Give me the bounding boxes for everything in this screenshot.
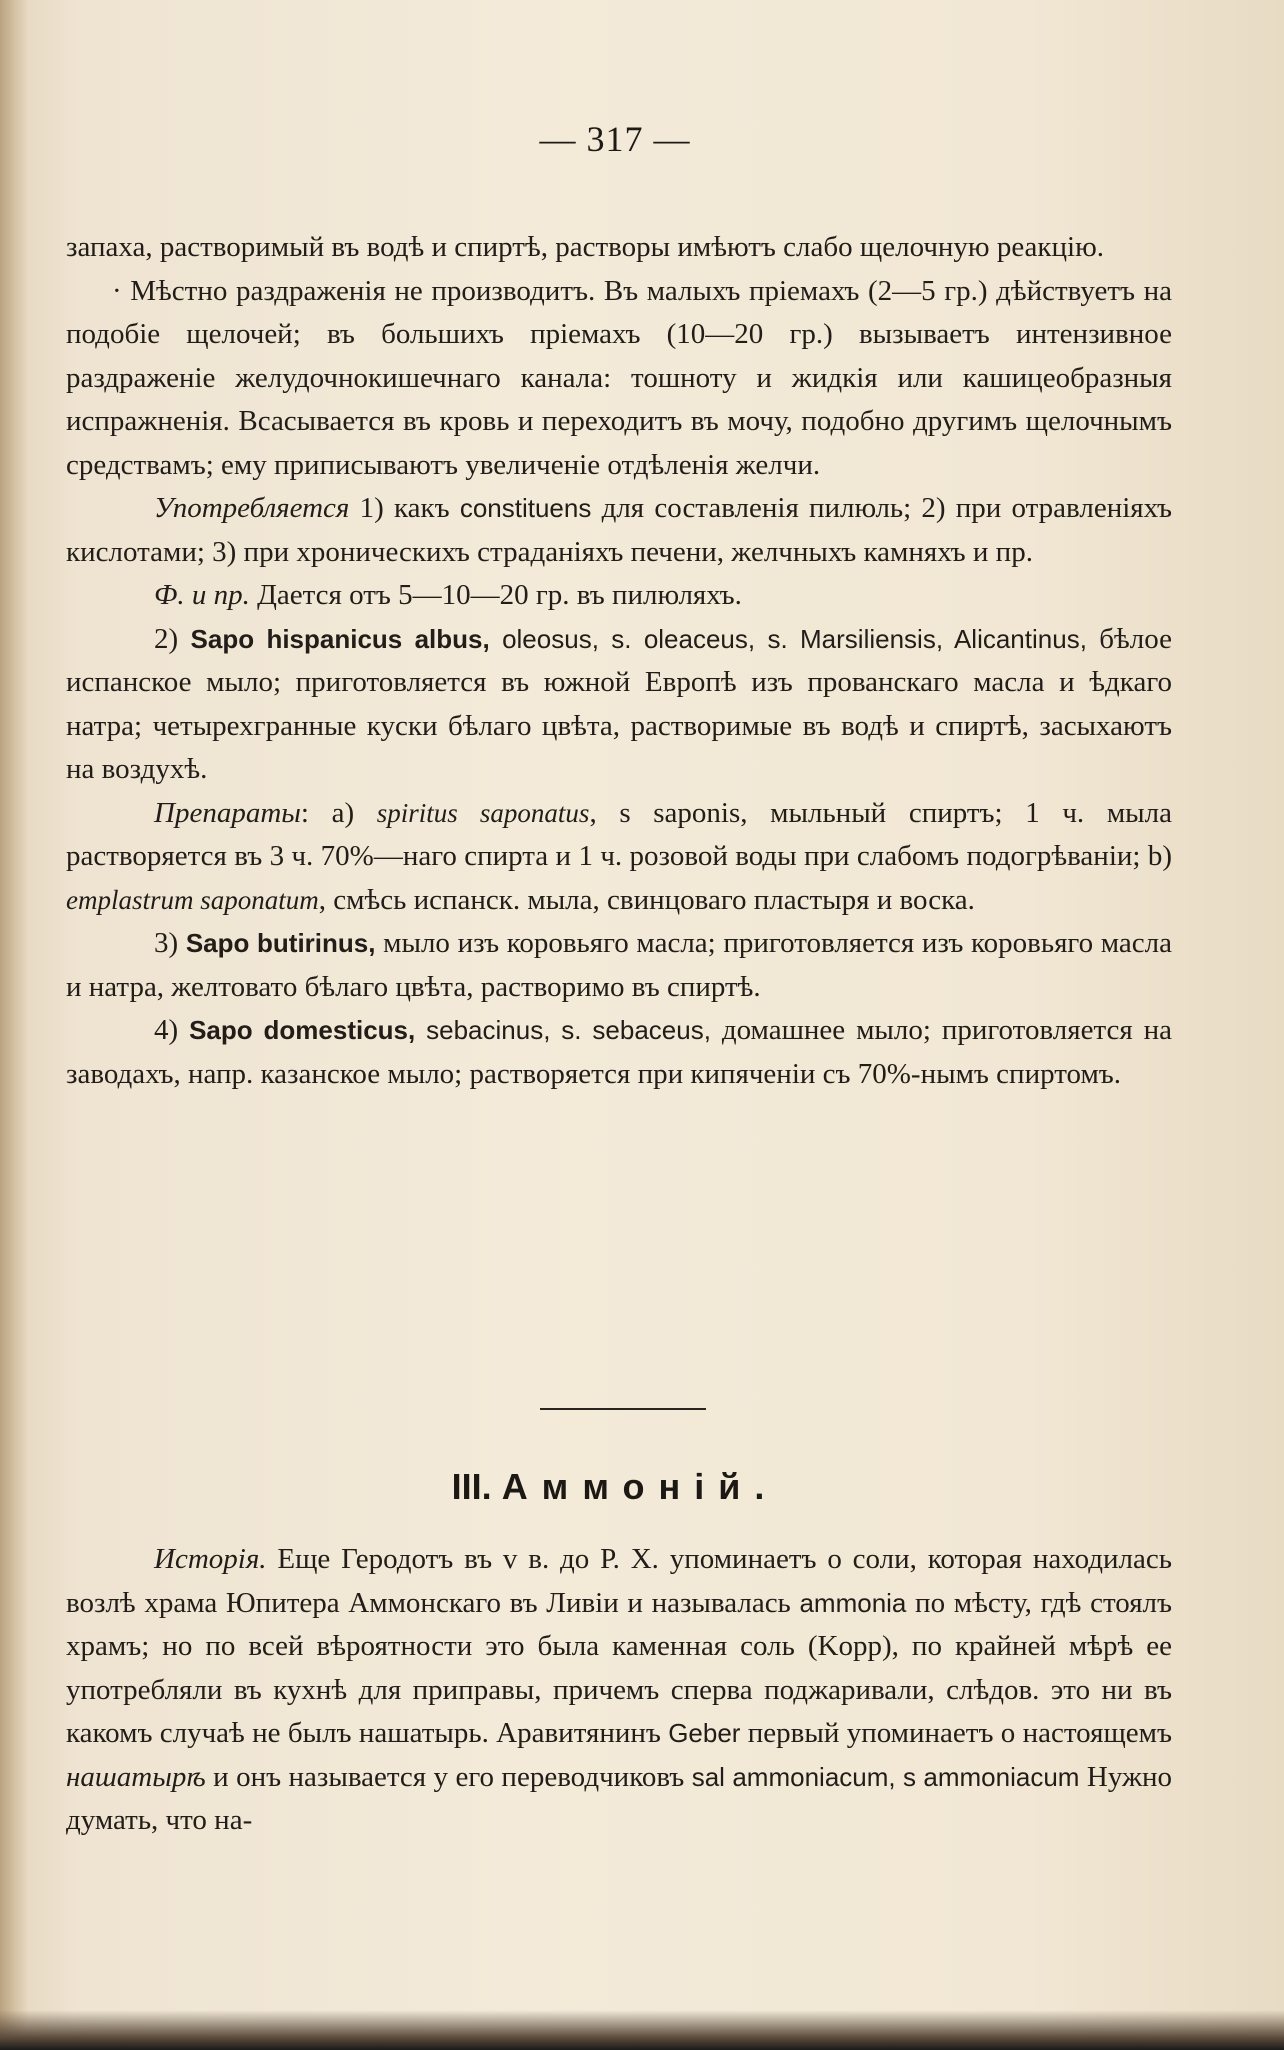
paragraph-6: [66, 792, 1172, 923]
paragraph-7-latin-bold: Sapo butirinus,: [185, 928, 376, 958]
history-label: Исторія.: [154, 1543, 267, 1575]
section-heading: Аммоній.: [501, 1466, 779, 1507]
paragraph-5-number: 2): [154, 622, 191, 655]
history-text-c: первый упоминаетъ о настоящемъ: [740, 1717, 1173, 1749]
paragraph-6-label: Препараты: [154, 796, 301, 829]
paragraph-6-latin-2: emplastrum saponatum: [66, 884, 319, 915]
section-numeral: III.: [451, 1466, 492, 1507]
paragraph-3-text-b: для составленія пилюль; 2) при отравленіяхъ кислотами; 3) при хроническихъ страданіяхъ печени, желчныхъ камняхъ и пр.: [66, 492, 1173, 568]
paragraph-7-number: 3): [154, 927, 186, 959]
history-text-a: Еще Геродотъ въ v в. до Р. Х. упоминаетъ о соли, которая находилась возлѣ храма Юпитера Аммонскаго въ Ливіи и называлась: [66, 1543, 1172, 1619]
paragraph-4: [66, 574, 1172, 618]
history-term: нашатырѣ: [66, 1760, 206, 1793]
paragraph-8: [66, 1009, 1172, 1096]
section-divider: [540, 1408, 706, 1410]
paragraph-5-latin: oleosus, s. oleaceus, s. Marsiliensis, Alicantinus,: [489, 623, 1087, 654]
paragraph-8-number: 4): [154, 1014, 190, 1046]
paragraph-6-latin-1: spiritus saponatus: [376, 797, 590, 828]
history-text-d: и онъ называется у его переводчиковъ: [205, 1760, 692, 1793]
top-text-block: [66, 226, 1172, 1096]
paragraph-8-latin-bold: Sapo domesticus,: [189, 1015, 416, 1045]
page-bottom-edge: [0, 2010, 1284, 2050]
history-text-block: [66, 1538, 1172, 1843]
section-title: [0, 1466, 1230, 1508]
history-latin-2: Geber: [668, 1718, 741, 1748]
paragraph-8-text: домашнее мыло; приготовляется на заводахъ, напр. казанское мыло; растворяется при кипяченіи съ 70%-нымъ спиртомъ.: [66, 1014, 1172, 1090]
paragraph-4-text: Дается отъ 5—10—20 гр. въ пилюляхъ.: [249, 579, 742, 611]
history-text-b: по мѣсту, гдѣ стоялъ храмъ; но по всей вѣроятности это была каменная соль (Kopp), по крайней мѣрѣ ее употребляли въ кухнѣ для приправы, причемъ сперва поджаривали, слѣдов. это ни въ какомъ случаѣ не былъ нашатырь. Аравитянинъ: [66, 1586, 1172, 1749]
paragraph-5-text: бѣлое испанское мыло; приготовляется въ южной Европѣ изъ прованскаго масла и ѣдкаго натра; четырехгранные куски бѣлаго цвѣта, растворимые въ водѣ и спиртѣ, засыхаютъ на воздухѣ.: [66, 622, 1172, 785]
paragraph-5: [66, 618, 1172, 792]
paragraph-8-latin: sebacinus, s. sebaceus,: [415, 1015, 711, 1045]
paragraph-1: запаха, растворимый въ водѣ и спиртѣ, растворы имѣютъ слабо щелочную реакцію.: [66, 231, 1105, 263]
history-paragraph: [66, 1538, 1172, 1843]
history-latin-1: ammonia: [799, 1587, 907, 1618]
paragraph-4-label: Ф. и пр.: [154, 579, 250, 611]
paragraph-6-text-c: , смѣсь испанск. мыла, свинцоваго пластыря и воска.: [318, 883, 975, 916]
paragraph-6-text-a: : a): [300, 796, 377, 829]
paragraph-3-text-a: 1) какъ: [349, 492, 460, 524]
paragraph-3-label: Употребляется: [154, 492, 350, 524]
page-number: — 317 —: [539, 119, 691, 159]
paragraph-2: · Мѣстно раздраженія не производитъ. Въ малыхъ пріемахъ (2—5 гр.) дѣйствуетъ на подобіе щелочей; въ большихъ пріемахъ (10—20 гр.) вызываетъ интензивное раздраженіе желудочнокишечнаго канала: тошноту и жидкія или кашицеобразныя испражненія. Всасывается въ кровь и переходитъ въ мочу, подобно другимъ щелочнымъ средствамъ; ему приписываютъ увеличеніе отдѣленія желчи.: [66, 274, 1172, 481]
history-text-e: Нужно думать, что на-: [66, 1760, 1173, 1836]
paragraph-5-latin-bold: Sapo hispanicus albus,: [190, 623, 490, 654]
paragraph-3: [66, 487, 1172, 574]
paragraph-7: [66, 922, 1172, 1009]
paragraph-7-text: мыло изъ коровьяго масла; приготовляется изъ коровьяго масла и натра, желтовато бѣлаго цвѣта, растворимо въ спиртѣ.: [66, 927, 1172, 1003]
paragraph-6-text-b: , s saponis, мыльный спиртъ; 1 ч. мыла растворяется въ 3 ч. 70%—наго спирта и 1 ч. розовой воды при слабомъ подогрѣваніи; b): [66, 796, 1172, 872]
page-binding-edge: [0, 0, 28, 2050]
paragraph-3-latin: constituens: [459, 493, 592, 523]
history-latin-3: sal ammoniacum, s ammoniacum: [691, 1761, 1080, 1792]
